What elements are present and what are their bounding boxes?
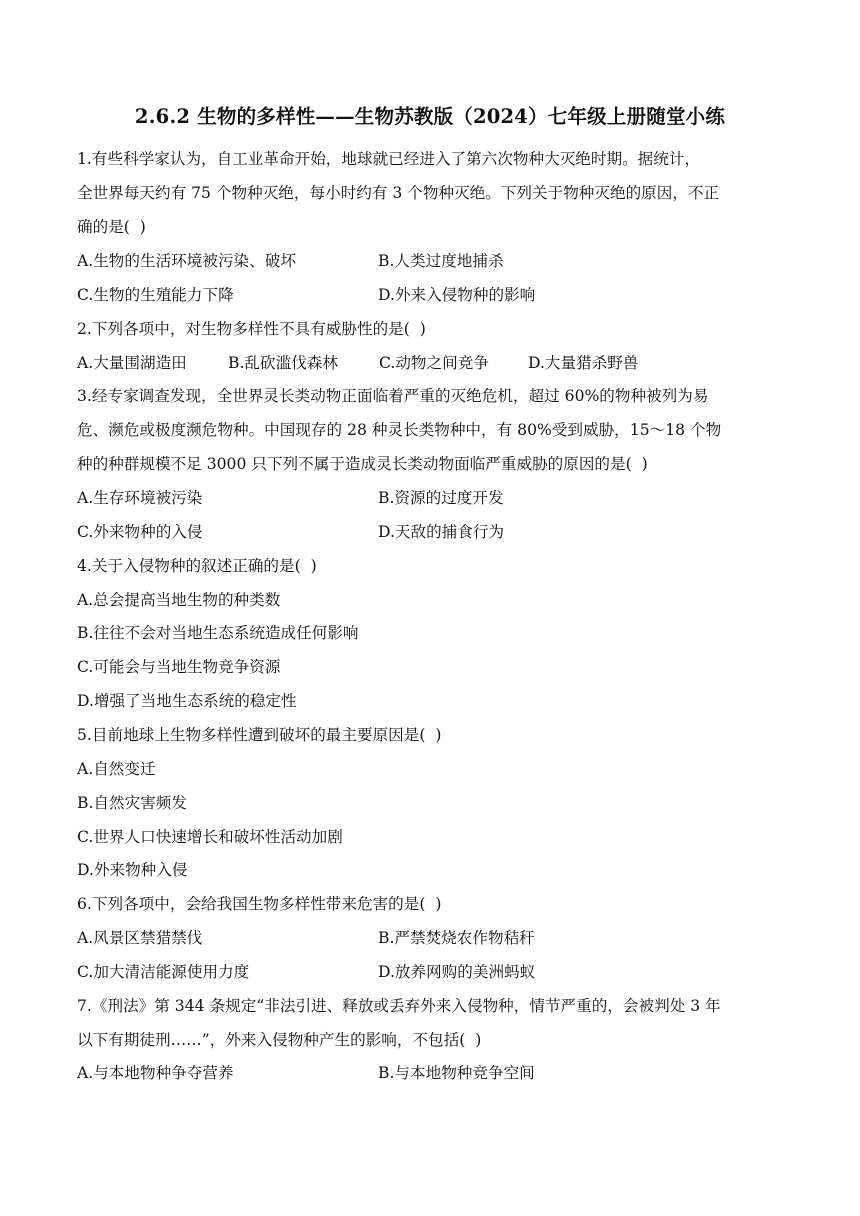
option-b[interactable]: B.资源的过度开发 bbox=[378, 489, 504, 507]
option-a[interactable]: A.风景区禁猎禁伐 bbox=[77, 929, 203, 947]
option-b[interactable]: B.乱砍滥伐森林 bbox=[228, 354, 338, 372]
option-b[interactable]: B.自然灾害频发 bbox=[77, 794, 187, 812]
option-a[interactable]: A.与本地物种争夺营养 bbox=[77, 1064, 234, 1082]
question-text-line: 全世界每天约有 75 个物种灭绝，每小时约有 3 个物种灭绝。下列关于物种灭绝的原因，不正 bbox=[77, 184, 720, 202]
option-b[interactable]: B.往往不会对当地生态系统造成任何影响 bbox=[77, 624, 359, 642]
option-b[interactable]: B.严禁焚烧农作物秸秆 bbox=[378, 929, 535, 947]
option-d[interactable]: D.大量猎杀野兽 bbox=[528, 354, 639, 372]
option-c[interactable]: C.加大清洁能源使用力度 bbox=[77, 963, 250, 981]
question-text-line: 3.经专家调查发现，全世界灵长类动物正面临着严重的灭绝危机，超过 60%的物种被列为易 bbox=[77, 387, 709, 405]
option-d[interactable]: D.放养网购的美洲蚂蚁 bbox=[378, 963, 536, 981]
question-text-line: 1.有些科学家认为，自工业革命开始，地球就已经进入了第六次物种大灭绝时期。据统计， bbox=[77, 150, 701, 168]
option-b[interactable]: B.与本地物种竞争空间 bbox=[378, 1064, 535, 1082]
document-title: 2.6.2 生物的多样性——生物苏教版（2024）七年级上册随堂小练 bbox=[134, 105, 726, 128]
option-a[interactable]: A.大量围湖造田 bbox=[77, 354, 187, 372]
option-d[interactable]: D.外来物种入侵 bbox=[77, 861, 188, 879]
option-a[interactable]: A.生物的生活环境被污染、破坏 bbox=[77, 252, 296, 270]
option-c[interactable]: C.外来物种的入侵 bbox=[77, 523, 203, 541]
question-text-line: 5.目前地球上生物多样性遭到破坏的最主要原因是( ) bbox=[77, 726, 442, 744]
option-d[interactable]: D.外来入侵物种的影响 bbox=[378, 286, 536, 304]
question-text-line: 以下有期徒刑……”，外来入侵物种产生的影响，不包括( ) bbox=[77, 1031, 482, 1049]
question-text-line: 7.《刑法》第 344 条规定“非法引进、释放或丢弃外来入侵物种，情节严重的，会被判处 3 年 bbox=[77, 997, 721, 1015]
question-text-line: 确的是( ) bbox=[77, 218, 146, 236]
question-text-line: 种的种群规模不足 3000 只下列不属于造成灵长类动物面临严重威胁的原因的是( ) bbox=[77, 455, 648, 473]
option-b[interactable]: B.人类过度地捕杀 bbox=[378, 252, 504, 270]
option-c[interactable]: C.世界人口快速增长和破坏性活动加剧 bbox=[77, 828, 343, 846]
option-d[interactable]: D.天敌的捕食行为 bbox=[378, 523, 505, 541]
option-a[interactable]: A.生存环境被污染 bbox=[77, 489, 203, 507]
option-a[interactable]: A.总会提高当地生物的种类数 bbox=[77, 591, 281, 609]
question-text-line: 危、濒危或极度濒危物种。中国现存的 28 种灵长类物种中，有 80%受到威胁，15～18 个物 bbox=[77, 421, 722, 439]
option-d[interactable]: D.增强了当地生态系统的稳定性 bbox=[77, 692, 297, 710]
question-text-line: 2.下列各项中，对生物多样性不具有威胁性的是( ) bbox=[77, 320, 426, 338]
option-c[interactable]: C.动物之间竞争 bbox=[379, 354, 489, 372]
option-c[interactable]: C.可能会与当地生物竞争资源 bbox=[77, 658, 281, 676]
option-a[interactable]: A.自然变迁 bbox=[77, 760, 156, 778]
question-text-line: 6.下列各项中，会给我国生物多样性带来危害的是( ) bbox=[77, 895, 442, 913]
question-text-line: 4.关于入侵物种的叙述正确的是( ) bbox=[77, 557, 317, 575]
option-c[interactable]: C.生物的生殖能力下降 bbox=[77, 286, 234, 304]
